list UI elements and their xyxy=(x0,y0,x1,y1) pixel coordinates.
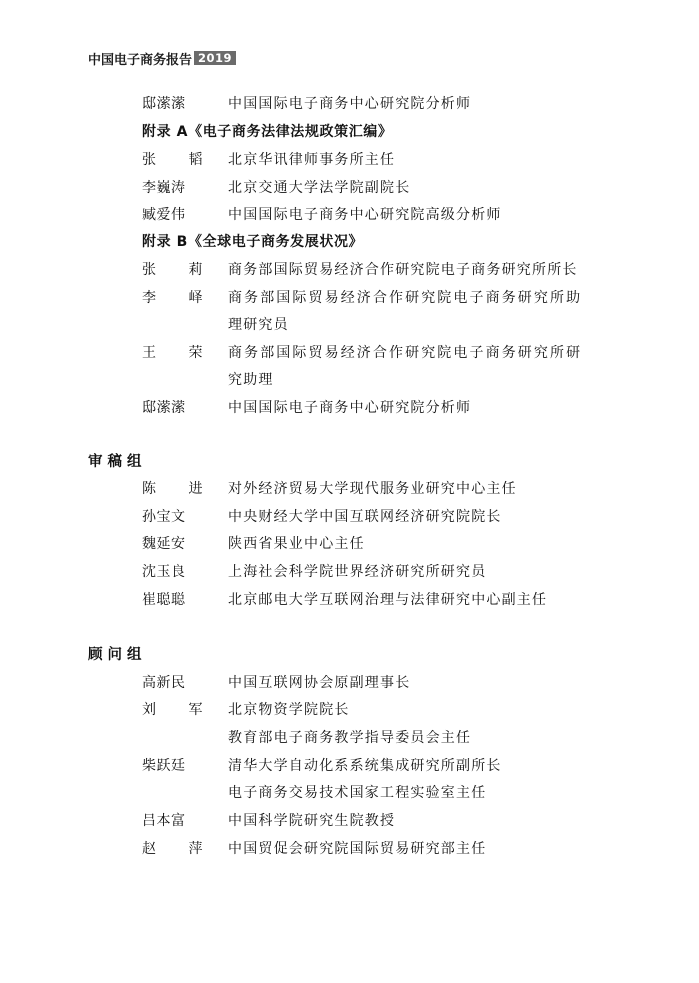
member-row xyxy=(0,699,699,721)
member-name: 李 峄 xyxy=(142,290,217,306)
member-row xyxy=(0,755,699,777)
member-row xyxy=(0,672,699,694)
member-row xyxy=(0,478,699,500)
advisor-group-heading: 顾问组 xyxy=(88,647,147,663)
member-title: 清华大学自动化系系统集成研究所副所长 xyxy=(228,758,502,774)
member-name: 张 韬 xyxy=(142,152,217,168)
member-name: 赵 萍 xyxy=(142,841,217,857)
member-name: 臧爱伟 xyxy=(142,207,186,223)
member-title: 陕西省果业中心主任 xyxy=(228,536,365,552)
member-row xyxy=(0,287,699,309)
member-title: 中国国际电子商务中心研究院高级分析师 xyxy=(228,207,502,223)
member-title: 商务部国际贸易经济合作研究院电子商务研究所助 xyxy=(228,290,583,306)
member-row xyxy=(0,342,699,364)
member-title: 北京华讯律师事务所主任 xyxy=(228,152,396,168)
member-row xyxy=(0,397,699,419)
member-row xyxy=(0,561,699,583)
member-name: 邸潆潆 xyxy=(142,400,186,416)
member-title: 上海社会科学院世界经济研究所研究员 xyxy=(228,564,487,580)
appendix-a-heading: 附录 A《电子商务法律法规政策汇编》 xyxy=(142,124,393,140)
member-name: 高新民 xyxy=(142,675,186,691)
member-name: 邸潆潆 xyxy=(142,96,186,112)
member-name: 魏延安 xyxy=(142,536,186,552)
member-title: 中国贸促会研究院国际贸易研究部主任 xyxy=(228,841,487,857)
member-row xyxy=(0,149,699,171)
member-name: 刘 军 xyxy=(142,702,217,718)
member-row xyxy=(0,810,699,832)
member-title: 中央财经大学中国互联网经济研究院院长 xyxy=(228,509,502,525)
member-name: 崔聪聪 xyxy=(142,592,186,608)
appendix-b-heading: 附录 B《全球电子商务发展状况》 xyxy=(142,234,364,250)
member-name: 吕本富 xyxy=(142,813,186,829)
member-title: 商务部国际贸易经济合作研究院电子商务研究所所长 xyxy=(228,262,578,278)
member-row xyxy=(0,838,699,860)
member-title: 北京交通大学法学院副院长 xyxy=(228,180,411,196)
member-title-continued: 教育部电子商务教学指导委员会主任 xyxy=(228,730,472,746)
member-title-continued: 究助理 xyxy=(228,372,274,388)
member-row xyxy=(0,204,699,226)
member-title: 中国互联网协会原副理事长 xyxy=(228,675,411,691)
review-group-heading: 审稿组 xyxy=(88,454,147,470)
member-name: 李巍涛 xyxy=(142,180,186,196)
member-row xyxy=(0,506,699,528)
member-name: 张 莉 xyxy=(142,262,217,278)
member-title: 中国科学院研究生院教授 xyxy=(228,813,396,829)
member-row-continued xyxy=(0,369,699,391)
member-title-continued: 理研究员 xyxy=(228,317,289,333)
member-name: 沈玉良 xyxy=(142,564,186,580)
member-title-continued: 电子商务交易技术国家工程实验室主任 xyxy=(228,785,487,801)
member-row xyxy=(0,93,699,115)
member-title: 中国国际电子商务中心研究院分析师 xyxy=(228,96,472,112)
member-row-continued xyxy=(0,782,699,804)
member-row xyxy=(0,533,699,555)
member-title: 北京邮电大学互联网治理与法律研究中心副主任 xyxy=(228,592,548,608)
member-title: 商务部国际贸易经济合作研究院电子商务研究所研 xyxy=(228,345,583,361)
member-row xyxy=(0,177,699,199)
member-name: 孙宝文 xyxy=(142,509,186,525)
member-title: 对外经济贸易大学现代服务业研究中心主任 xyxy=(228,481,517,497)
report-title: 中国电子商务报告 xyxy=(88,52,193,68)
member-name: 王 荣 xyxy=(142,345,217,361)
member-row-continued xyxy=(0,314,699,336)
member-title: 中国国际电子商务中心研究院分析师 xyxy=(228,400,472,416)
member-row xyxy=(0,259,699,281)
member-row xyxy=(0,589,699,611)
member-name: 陈 进 xyxy=(142,481,217,497)
member-title: 北京物资学院院长 xyxy=(228,702,350,718)
member-row-continued xyxy=(0,727,699,749)
report-year-badge: 2019 xyxy=(194,51,236,65)
member-name: 柴跃廷 xyxy=(142,758,186,774)
